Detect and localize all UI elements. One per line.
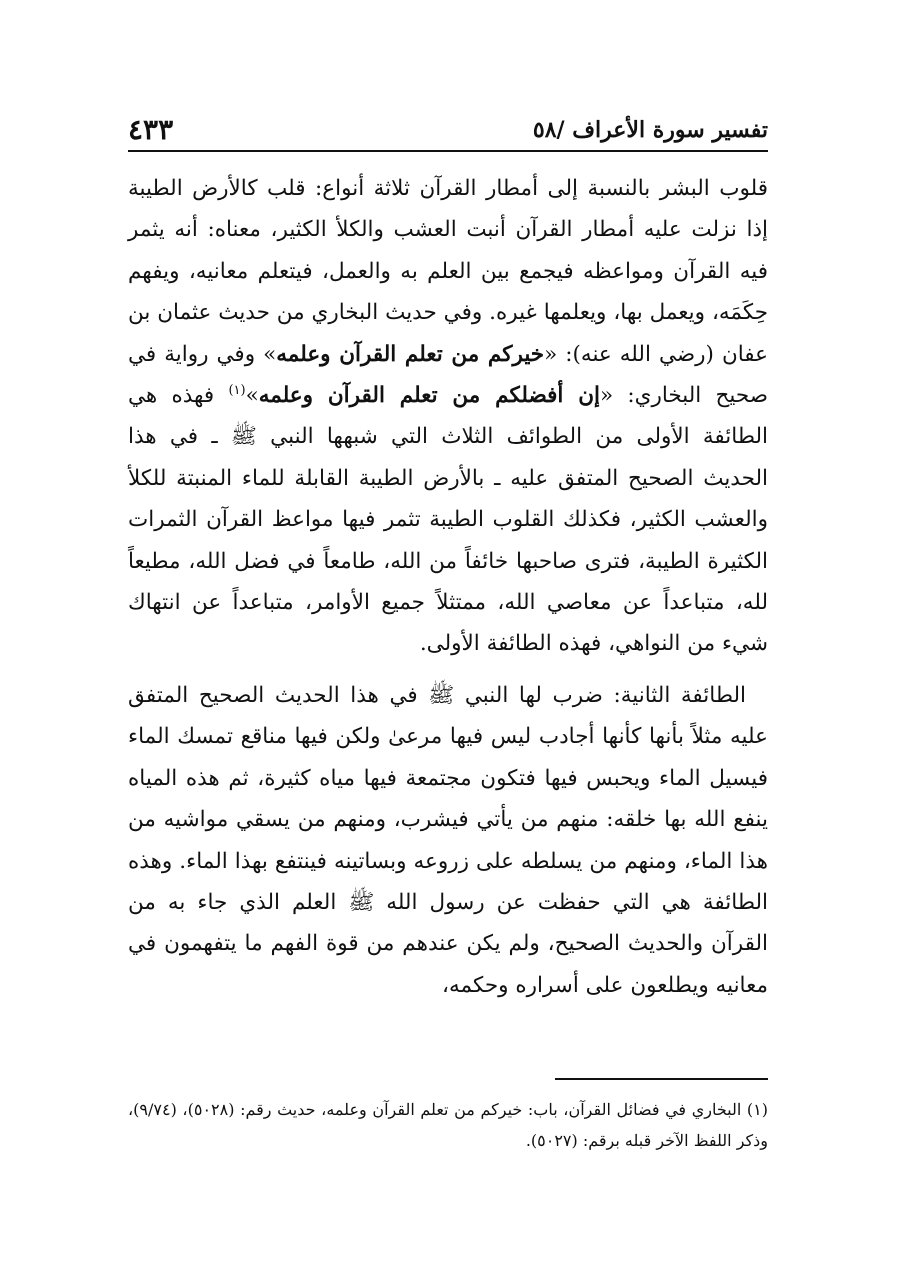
hadith-quote: إن أفضلكم من تعلم القرآن وعلمه: [258, 383, 601, 409]
footnote-marker: (١): [228, 382, 246, 398]
hadith-quote: خيركم من تعلم القرآن وعلمه: [276, 341, 545, 367]
footnote-rule: [555, 1078, 768, 1080]
paragraph-second-group: الطائفة الثانية: ضرب لها النبي ﷺ في هذا الحديث الصحيح المتفق عليه مثلاً بأنها كأنها أجادب ليس فيها مرعىٰ ولكن فيها مناقع تمسك الماء فيسيل الماء ويحبس فيها فتكون مجتمعة فيها مياه كثيرة، ثم هذه المياه ينفع الله بها خلقه: منهم من يأتي فيشرب، ومنهم من يسقي مواشيه من هذا الماء، ومنهم من يسلطه على زروعه وبساتينه فينتفع بهذا الماء. وهذه الطائفة هي التي حفظت عن رسول الله ﷺ العلم الذي جاء به من القرآن والحديث الصحيح، ولم يكن عندهم من قوة الفهم ما يتفهمون في معانيه ويطلعون على أسراره وحكمه،: [128, 682, 768, 998]
paragraph-text: » وفي رواية في صحيح البخاري: «: [128, 341, 768, 409]
page-number: ٤٣٣: [128, 113, 174, 146]
paragraph-text: »: [245, 383, 259, 409]
paragraph-text: قلوب البشر بالنسبة إلى أمطار القرآن ثلاثة أنواع: قلب كالأرض الطيبة إذا نزلت عليه أمطار القرآن أنبت العشب والكلأ الكثير، معناه: أنه يثمر فيه القرآن ومواعظه فيجمع بين العلم به والعمل، فيتعلم معانيه، ويفهم حِكَمَه، ويعمل بها، ويعلمها غيره. وفي حديث البخاري من حديث عثمان بن عفان (رضي الله عنه): «: [128, 176, 768, 367]
running-title: تفسير سورة الأعراف /٥٨: [532, 117, 768, 143]
paragraph-text: فهذه هي الطائفة الأولى من الطوائف الثلاث التي شبهها النبي ﷺ ـ في هذا الحديث الصحيح المتفق عليه ـ بالأرض الطيبة القابلة للماء المنبتة للكلأ والعشب الكثير، فكذلك القلوب الطيبة تثمر فيها مواعظ القرآن الثمرات الكثيرة الطيبة، فترى صاحبها خائفاً من الله، طامعاً في فضل الله، مطيعاً لله، متباعداً عن معاصي الله، ممتثلاً جميع الأوامر، متباعداً عن انتهاك شيء من النواهي، فهذه الطائفة الأولى.: [128, 383, 768, 657]
page-header: [128, 108, 768, 148]
footnotes: [128, 1094, 768, 1156]
header-rule: [128, 150, 768, 152]
footnote-1: (١) البخاري في فضائل القرآن، باب: خيركم من تعلم القرآن وعلمه، حديث رقم: (٥٠٢٨)، (٩/٧٤)، وذكر اللفظ الآخر قبله برقم: (٥٠٢٧).: [128, 1100, 768, 1150]
paragraph-first-group: [128, 168, 768, 665]
main-text: [128, 168, 768, 1006]
